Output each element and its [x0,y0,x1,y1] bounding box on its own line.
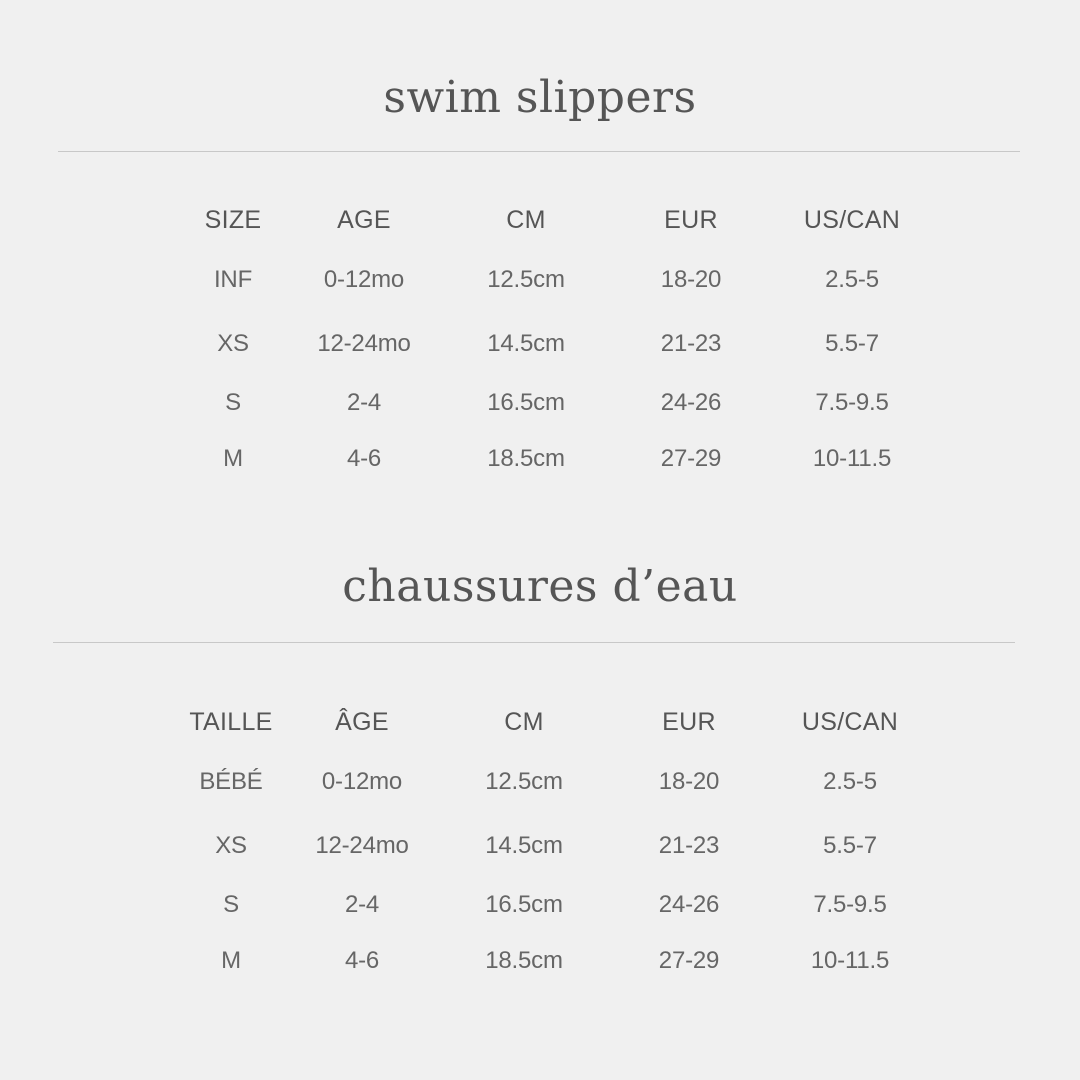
table-cell: 16.5cm [487,389,565,416]
table-cell: S [225,389,241,416]
table-cell: 21-23 [660,330,722,357]
table-cell: 16.5cm [485,891,563,918]
column-header: ÂGE [335,708,389,736]
title-divider [58,151,1020,152]
table-cell: XS [217,330,249,357]
table-cell: BÉBÉ [199,768,263,795]
table-cell: 10-11.5 [812,445,892,472]
table-cell: 12-24mo [315,832,409,859]
table-cell: M [223,445,243,472]
title-divider [53,642,1015,643]
table-cell: S [223,891,239,918]
column-header: EUR [662,708,716,736]
column-header: EUR [664,206,718,234]
table-cell: 4-6 [344,947,380,974]
table-cell: 12.5cm [487,266,565,293]
column-header: US/CAN [803,206,901,234]
column-header: AGE [337,206,391,234]
column-header: TAILLE [189,708,273,736]
table-cell: 4-6 [346,445,382,472]
table-cell: 24-26 [660,389,722,416]
table-cell: 21-23 [658,832,720,859]
table-cell: 7.5-9.5 [815,389,889,416]
table-cell: 0-12mo [323,266,405,293]
chart-title: swim slippers [383,72,697,123]
table-cell: 18-20 [660,266,722,293]
table-cell: 24-26 [658,891,720,918]
table-cell: 18-20 [658,768,720,795]
table-cell: 27-29 [660,445,722,472]
column-header: CM [504,708,544,736]
table-cell: 2.5-5 [825,266,879,293]
chart-title: chaussures d’eau [342,561,738,612]
column-header: SIZE [204,206,262,234]
column-header: CM [506,206,546,234]
table-cell: 2-4 [344,891,380,918]
table-cell: 18.5cm [487,445,565,472]
table-cell: INF [213,266,253,293]
table-cell: 14.5cm [485,832,563,859]
table-cell: 10-11.5 [810,947,890,974]
table-cell: 5.5-7 [825,330,879,357]
table-cell: 0-12mo [321,768,403,795]
table-cell: 12-24mo [317,330,411,357]
table-cell: 27-29 [658,947,720,974]
table-cell: 7.5-9.5 [813,891,887,918]
table-cell: XS [215,832,247,859]
table-cell: M [221,947,241,974]
table-cell: 18.5cm [485,947,563,974]
table-cell: 12.5cm [485,768,563,795]
table-cell: 2.5-5 [823,768,877,795]
table-cell: 2-4 [346,389,382,416]
table-cell: 5.5-7 [823,832,877,859]
column-header: US/CAN [801,708,899,736]
table-cell: 14.5cm [487,330,565,357]
